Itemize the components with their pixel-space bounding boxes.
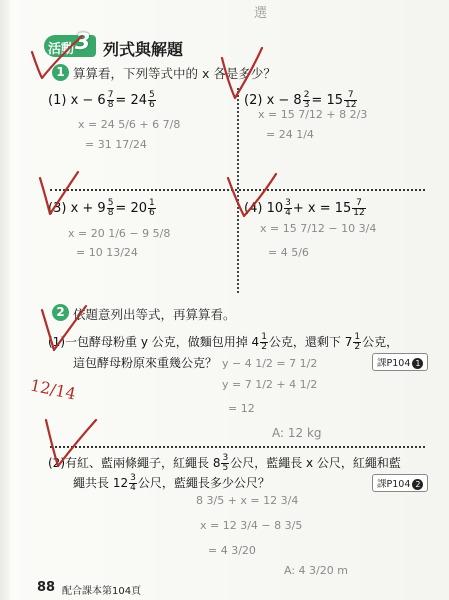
work-q2-line3: = 4 3/20 xyxy=(208,544,256,557)
problem-expr: x − 6 xyxy=(70,93,106,108)
activity-word: 活動 xyxy=(48,42,75,57)
section-2-number: 2 xyxy=(52,304,69,321)
fraction: $\frac{5}{6}$ xyxy=(149,90,155,110)
check-mark-icon xyxy=(40,172,78,214)
tag-text: 課P104 xyxy=(377,479,411,490)
work-p3-line1: x = 20 1/6 − 9 5/8 xyxy=(68,227,171,240)
work-p2-line2: = 24 1/4 xyxy=(266,128,314,141)
fraction: $\frac{7}{8}$ xyxy=(107,90,114,110)
problem-expr: = 20 xyxy=(115,201,147,216)
work-p4-line2: = 4 5/6 xyxy=(268,246,309,259)
work-p3-line2: = 10 13/24 xyxy=(76,246,138,259)
question-label: (2) xyxy=(48,456,65,470)
work-p2-line1: x = 15 7/12 + 8 2/3 xyxy=(258,108,368,121)
problem-label: (4) xyxy=(244,201,263,216)
problem-expr: = 24 xyxy=(115,93,147,108)
work-q1-line3: = 12 xyxy=(228,402,255,415)
section-1-number: 1 xyxy=(52,64,69,81)
question-text: 公尺，藍繩長多少公尺？ xyxy=(137,476,270,490)
question-label: (1) xyxy=(48,335,65,349)
work-p1-line2: = 31 17/24 xyxy=(85,138,147,151)
problem-label: (1) xyxy=(48,93,67,108)
footer-text: 配合課本第104頁 xyxy=(62,586,142,597)
fraction: $\frac{1}{2}$ xyxy=(354,332,361,352)
problem-expr: x − 8 xyxy=(266,93,302,108)
work-q1-line2: y = 7 1/2 + 4 1/2 xyxy=(222,378,318,391)
fraction: $\frac{5}{8}$ xyxy=(107,198,114,218)
fraction: $\frac{3}{4}$ xyxy=(130,473,136,493)
work-p1-line1: x = 24 5/6 + 6 7/8 xyxy=(78,118,181,131)
check-mark-icon xyxy=(222,48,262,98)
check-mark-icon xyxy=(32,36,82,78)
question-1-line2: 這包酵母粉原來重幾公克？ xyxy=(73,356,218,370)
question-text: 一包酵母粉重 y 公克，做麵包用掉 4 xyxy=(65,335,260,349)
question-text: 繩共長 12 xyxy=(73,476,129,490)
question-text: 公克，還剩下 7 xyxy=(268,335,353,349)
fraction: $\frac{2}{3}$ xyxy=(303,90,310,110)
problem-label: (3) xyxy=(48,201,67,216)
problem-expr: + x = 15 xyxy=(292,201,352,216)
problem-expr: 10 xyxy=(266,201,284,216)
fraction: $\frac{1}{2}$ xyxy=(261,332,267,352)
work-q2-line1: 8 3/5 + x = 12 3/4 xyxy=(196,494,299,507)
tag-text: 課P104 xyxy=(377,358,411,369)
problem-expr: x + 9 xyxy=(70,201,106,216)
work-p4-line1: x = 15 7/12 − 10 3/4 xyxy=(260,222,377,235)
question-text: 公克， xyxy=(362,335,399,349)
check-mark-icon xyxy=(42,306,86,350)
tag-number: 2 xyxy=(412,479,423,490)
top-scribble: 選 xyxy=(254,6,268,21)
problem-label: (2) xyxy=(244,93,263,108)
work-q2-answer: A: 4 3/20 m xyxy=(284,564,348,577)
section-2-instruction: 依題意列出等式，再算算看。 xyxy=(73,307,236,322)
section-1-instruction: 算算看，下列等式中的 x 各是多少？ xyxy=(73,66,276,81)
tag-number: 1 xyxy=(412,358,423,369)
work-q1-line1: y − 4 1/2 = 7 1/2 xyxy=(222,357,318,370)
page-title: 列式與解題 xyxy=(103,40,184,59)
page-number: 88 xyxy=(37,580,56,595)
fraction: $\frac{7}{12}$ xyxy=(353,198,365,218)
check-mark-icon xyxy=(228,174,276,216)
score-mark: 12/14 xyxy=(28,375,78,404)
work-q1-answer: A: 12 kg xyxy=(272,426,322,440)
fraction: $\frac{3}{4}$ xyxy=(285,198,291,218)
fraction: $\frac{1}{6}$ xyxy=(149,198,155,218)
fraction: $\frac{7}{12}$ xyxy=(345,90,357,110)
activity-number: 3 xyxy=(75,30,91,55)
question-text: 公尺，藍繩長 x 公尺，紅繩和藍 xyxy=(230,456,401,470)
question-text: 有紅、藍兩條繩子，紅繩長 8 xyxy=(65,456,221,470)
check-mark-icon xyxy=(46,420,96,466)
fraction: $\frac{3}{5}$ xyxy=(222,453,229,473)
problem-expr: = 15 xyxy=(311,93,343,108)
work-q2-line2: x = 12 3/4 − 8 3/5 xyxy=(200,519,303,532)
